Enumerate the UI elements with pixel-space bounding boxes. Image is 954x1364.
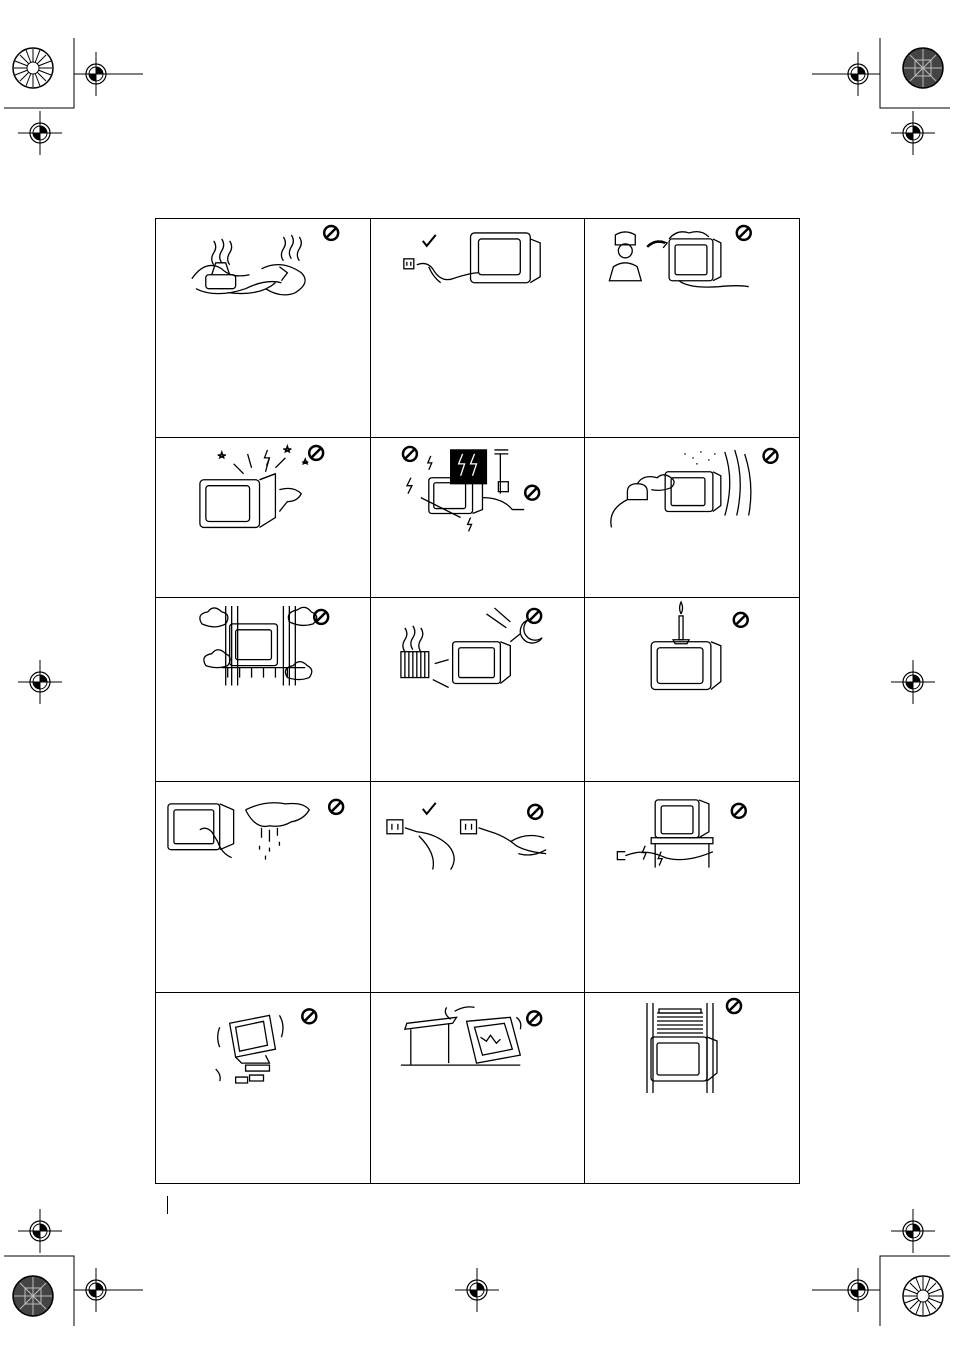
checkmark-icon <box>371 219 584 437</box>
prohibited-icon <box>156 993 370 1183</box>
cell-tv-falling <box>371 993 585 1183</box>
cell-unstable-tv <box>156 993 371 1183</box>
prohibited-icon <box>585 219 799 437</box>
cell-tv-plugged-in <box>371 219 585 438</box>
cell-damaged-cord <box>585 782 799 993</box>
prohibited-icon <box>156 438 370 597</box>
cell-overloaded-cords <box>156 219 371 438</box>
page-footer-rule <box>167 1196 168 1214</box>
prohibited-icon <box>585 782 799 992</box>
cell-tv-in-cabinet <box>156 598 371 782</box>
registration-starburst-top-right <box>903 48 943 88</box>
prohibited-icon <box>156 219 370 437</box>
prohibited-icon <box>585 598 799 781</box>
cell-objects-in-vents <box>156 438 371 598</box>
prohibited-icon <box>156 598 370 781</box>
cell-pulling-plug <box>371 782 585 993</box>
prohibited-icon <box>371 993 584 1183</box>
safety-illustration-grid <box>155 218 800 1184</box>
registration-starburst-top-left <box>13 48 53 88</box>
registration-starburst-bottom-right <box>903 1276 943 1316</box>
cell-candle-on-tv <box>585 598 799 782</box>
prohibited-icon <box>156 782 370 992</box>
prohibited-icon <box>371 782 584 992</box>
prohibited-icon <box>585 438 799 597</box>
cell-objects-on-tv <box>585 993 799 1183</box>
prohibited-icon <box>371 598 584 781</box>
cell-lightning-storm <box>371 438 585 598</box>
cell-wet-cloth <box>156 782 371 993</box>
cell-heater-sunlight <box>371 598 585 782</box>
prohibited-icon <box>371 438 584 597</box>
registration-starburst-bottom-left <box>13 1276 53 1316</box>
cell-service-technician <box>585 219 799 438</box>
prohibited-icon <box>585 993 799 1183</box>
cell-steam-moisture <box>585 438 799 598</box>
